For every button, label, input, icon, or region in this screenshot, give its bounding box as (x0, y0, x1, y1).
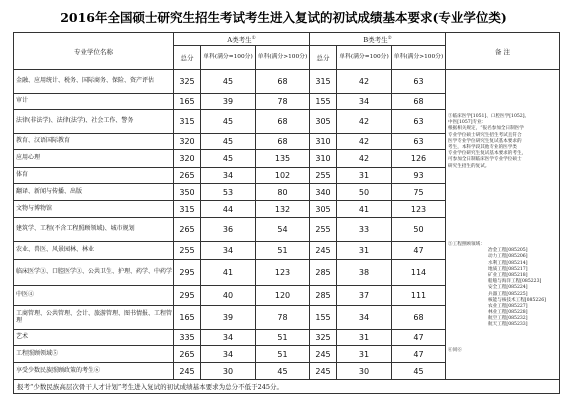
score-cell-b-s1: 38 (337, 260, 392, 286)
score-cell-a-total: 265 (174, 346, 201, 363)
score-cell-a-s2: 80 (256, 184, 310, 201)
score-cell-a-s2: 78 (256, 306, 310, 330)
remarks-list-item: 矿业工程[085218] (488, 272, 528, 278)
category-cell: 应用心理 (14, 150, 174, 168)
table-row (14, 70, 560, 94)
score-cell-a-s2: 68 (256, 70, 310, 94)
category-cell: 法律(非法学)、法律(法学)、社会工作、警务 (14, 110, 174, 134)
score-cell-a-s1: 45 (201, 150, 256, 168)
score-cell-a-total: 265 (174, 218, 201, 242)
score-cell-b-total: 305 (310, 110, 337, 134)
remarks-list-item: 水利工程[085214] (488, 260, 528, 266)
score-requirements-table (13, 32, 560, 394)
score-cell-a-s1: 36 (201, 218, 256, 242)
score-cell-b-total: 310 (310, 150, 337, 168)
score-cell-b-s2: 114 (392, 260, 446, 286)
score-cell-a-s1: 45 (201, 110, 256, 134)
score-cell-a-s2: 54 (256, 218, 310, 242)
category-cell: 金融、应用统计、税务、国际商务、保险、资产评估 (14, 70, 174, 94)
score-cell-a-s1: 53 (201, 184, 256, 201)
score-cell-b-s1: 31 (337, 168, 392, 184)
remarks-list-item: 核能与核技术工程[085226] (488, 297, 546, 303)
score-cell-b-total: 255 (310, 218, 337, 242)
footnote-row (14, 380, 560, 394)
score-cell-b-total: 155 (310, 94, 337, 110)
remarks-list-item: 林业工程[085228] (488, 310, 528, 316)
remarks-list-item: 农业工程[085227] (488, 303, 528, 309)
score-cell-a-s2: 45 (256, 363, 310, 380)
remarks-list-item: 航空工程[085232] (488, 316, 528, 322)
category-cell: 艺术 (14, 330, 174, 346)
score-cell-a-s2: 132 (256, 201, 310, 218)
category-cell: 体育 (14, 168, 174, 184)
category-cell: 工程照顾领域⑤ (14, 346, 174, 363)
footnote: 报考“少数民族高层次骨干人才计划”考生进入复试的初试成绩基本要求为总分不低于245分。 (14, 380, 560, 394)
header-b-sub-le100: 单科(满分=100分) (337, 46, 392, 70)
score-cell-b-total: 325 (310, 330, 337, 346)
score-cell-b-s2: 63 (392, 70, 446, 94)
score-cell-b-s1: 42 (337, 70, 392, 94)
remarks-list-item: 航天工程[085233] (488, 322, 528, 328)
page-title: 2016年全国硕士研究生招生考试考生进入复试的初试成绩基本要求(专业学位类) (60, 10, 507, 25)
score-cell-b-total: 245 (310, 242, 337, 260)
remarks-line: ⑤工程照顾领域： (448, 242, 485, 247)
score-cell-a-s1: 34 (201, 346, 256, 363)
category-cell: 中医④ (14, 286, 174, 306)
score-cell-b-s2: 63 (392, 134, 446, 150)
score-cell-b-total: 285 (310, 286, 337, 306)
score-cell-b-s2: 50 (392, 218, 446, 242)
score-cell-a-total: 165 (174, 94, 201, 110)
score-cell-a-s1: 45 (201, 70, 256, 94)
score-cell-b-s2: 45 (392, 363, 446, 380)
header-category: 专业学位名称 (14, 33, 174, 70)
score-cell-a-total: 320 (174, 134, 201, 150)
score-cell-b-s2: 126 (392, 150, 446, 168)
score-cell-b-total: 255 (310, 168, 337, 184)
remarks-block-medical (448, 114, 557, 170)
score-cell-a-s1: 34 (201, 330, 256, 346)
score-cell-b-s1: 33 (337, 218, 392, 242)
category-cell: 农业、兽医、风景园林、林业 (14, 242, 174, 260)
score-cell-b-s1: 42 (337, 134, 392, 150)
category-cell: 工商管理、公共管理、会计、旅游管理、图书情报、工程管理 (14, 306, 174, 330)
score-cell-a-s2: 102 (256, 168, 310, 184)
score-cell-b-s2: 63 (392, 110, 446, 134)
header-b-sub-gt100: 单科(满分>100分) (392, 46, 446, 70)
remarks-line: 根据相关规定，“报名参加全日制医学 (448, 126, 524, 132)
score-cell-b-s2: 47 (392, 242, 446, 260)
remarks-block-engineering (448, 242, 557, 329)
score-cell-a-s1: 30 (201, 363, 256, 380)
score-cell-a-s1: 39 (201, 94, 256, 110)
remarks-line: 专业学位研究生复试基本要求的考生， (448, 151, 527, 157)
header-a-total: 总分 (174, 46, 201, 70)
score-cell-a-total: 265 (174, 168, 201, 184)
score-cell-a-total: 295 (174, 260, 201, 286)
remarks-cell (446, 70, 560, 380)
score-cell-b-s2: 123 (392, 201, 446, 218)
header-b-total: 总分 (310, 46, 337, 70)
score-cell-b-s1: 37 (337, 286, 392, 306)
score-cell-b-s1: 50 (337, 184, 392, 201)
category-cell: 建筑学、工程(不含工程照顾领域)、城市规划 (14, 218, 174, 242)
score-cell-a-s1: 44 (201, 201, 256, 218)
score-cell-a-s2: 120 (256, 286, 310, 306)
score-cell-b-s2: 75 (392, 184, 446, 201)
score-cell-b-s2: 68 (392, 94, 446, 110)
score-cell-a-total: 255 (174, 242, 201, 260)
score-cell-b-s1: 31 (337, 346, 392, 363)
remarks-list-item: 安全工程[085224] (488, 285, 528, 291)
remarks-list-item: 冶金工程[085205] (488, 248, 528, 254)
score-cell-b-s1: 31 (337, 330, 392, 346)
score-cell-b-s1: 41 (337, 201, 392, 218)
category-cell: 文物与博物馆 (14, 201, 174, 218)
score-cell-b-total: 285 (310, 260, 337, 286)
score-cell-b-s1: 42 (337, 150, 392, 168)
score-cell-b-s2: 68 (392, 306, 446, 330)
score-cell-a-s2: 68 (256, 134, 310, 150)
score-cell-a-s1: 34 (201, 168, 256, 184)
score-cell-b-s2: 47 (392, 346, 446, 363)
score-cell-a-s1: 40 (201, 286, 256, 306)
remarks-line: ⑥同⑥ (448, 348, 462, 353)
score-cell-a-total: 315 (174, 110, 201, 134)
score-cell-a-s2: 78 (256, 94, 310, 110)
score-cell-b-s2: 47 (392, 330, 446, 346)
score-cell-b-total: 315 (310, 70, 337, 94)
category-cell: 教育、汉语国际教育 (14, 134, 174, 150)
score-cell-b-s1: 30 (337, 363, 392, 380)
score-cell-a-s2: 51 (256, 330, 310, 346)
remarks-line: ③临床医学[1051]、口腔医学[1052]、 (448, 114, 530, 119)
score-cell-b-total: 245 (310, 363, 337, 380)
remarks-block-minority (448, 348, 557, 354)
header-remarks: 备 注 (446, 33, 560, 70)
remarks-list-item: 船舶与海洋工程[085223] (488, 279, 542, 285)
score-cell-b-s2: 111 (392, 286, 446, 306)
header-a-sub-gt100: 单科(满分>100分) (256, 46, 310, 70)
score-cell-a-total: 335 (174, 330, 201, 346)
header-a-sub-le100: 单科(满分=100分) (201, 46, 256, 70)
score-cell-b-total: 305 (310, 201, 337, 218)
score-cell-a-total: 165 (174, 306, 201, 330)
remarks-line: 专业学位硕士研究生招生考试且符合 (448, 132, 522, 138)
score-cell-b-total: 245 (310, 346, 337, 363)
header-b-group: B类考生② (310, 33, 446, 46)
remarks-list-item: 动力工程[085206] (488, 254, 528, 260)
score-cell-b-total: 340 (310, 184, 337, 201)
score-cell-a-s2: 123 (256, 260, 310, 286)
score-cell-b-total: 155 (310, 306, 337, 330)
remarks-line: 研究生招生的复试。 (448, 163, 490, 169)
remarks-line: 可参加全日制临床医学专业学位硕士 (448, 157, 522, 163)
score-cell-b-s1: 31 (337, 242, 392, 260)
header-a-group: A类考生① (174, 33, 310, 46)
score-cell-a-s2: 51 (256, 242, 310, 260)
remarks-list-item: 地质工程[085217] (488, 266, 528, 272)
score-cell-a-s1: 41 (201, 260, 256, 286)
score-cell-a-s2: 135 (256, 150, 310, 168)
score-cell-a-s2: 51 (256, 346, 310, 363)
remarks-line: 考生，本科学段其他专业的医学类 (448, 144, 517, 150)
score-cell-b-s1: 34 (337, 306, 392, 330)
score-cell-a-s1: 39 (201, 306, 256, 330)
score-cell-b-s1: 34 (337, 94, 392, 110)
score-cell-b-total: 310 (310, 134, 337, 150)
score-cell-a-total: 315 (174, 201, 201, 218)
category-cell: 临床医学③、口腔医学③、公共卫生、护理、药学、中药学 (14, 260, 174, 286)
category-cell: 审计 (14, 94, 174, 110)
score-cell-b-s2: 93 (392, 168, 446, 184)
score-cell-a-s1: 34 (201, 242, 256, 260)
remarks-line: 医学专业学位研究生复试基本要求的 (448, 138, 522, 144)
score-cell-a-total: 350 (174, 184, 201, 201)
score-cell-b-s1: 42 (337, 110, 392, 134)
score-cell-a-total: 295 (174, 286, 201, 306)
score-cell-a-s2: 68 (256, 110, 310, 134)
remarks-list-item: 兵器工程[085225] (488, 291, 528, 297)
category-cell: 翻译、新闻与传播、出版 (14, 184, 174, 201)
category-cell: 享受少数民族照顾政策的考生⑥ (14, 363, 174, 380)
score-cell-a-total: 320 (174, 150, 201, 168)
remarks-line: 中医[1057]专业： (448, 120, 487, 126)
score-cell-a-total: 245 (174, 363, 201, 380)
score-cell-a-s1: 45 (201, 134, 256, 150)
score-cell-a-total: 325 (174, 70, 201, 94)
